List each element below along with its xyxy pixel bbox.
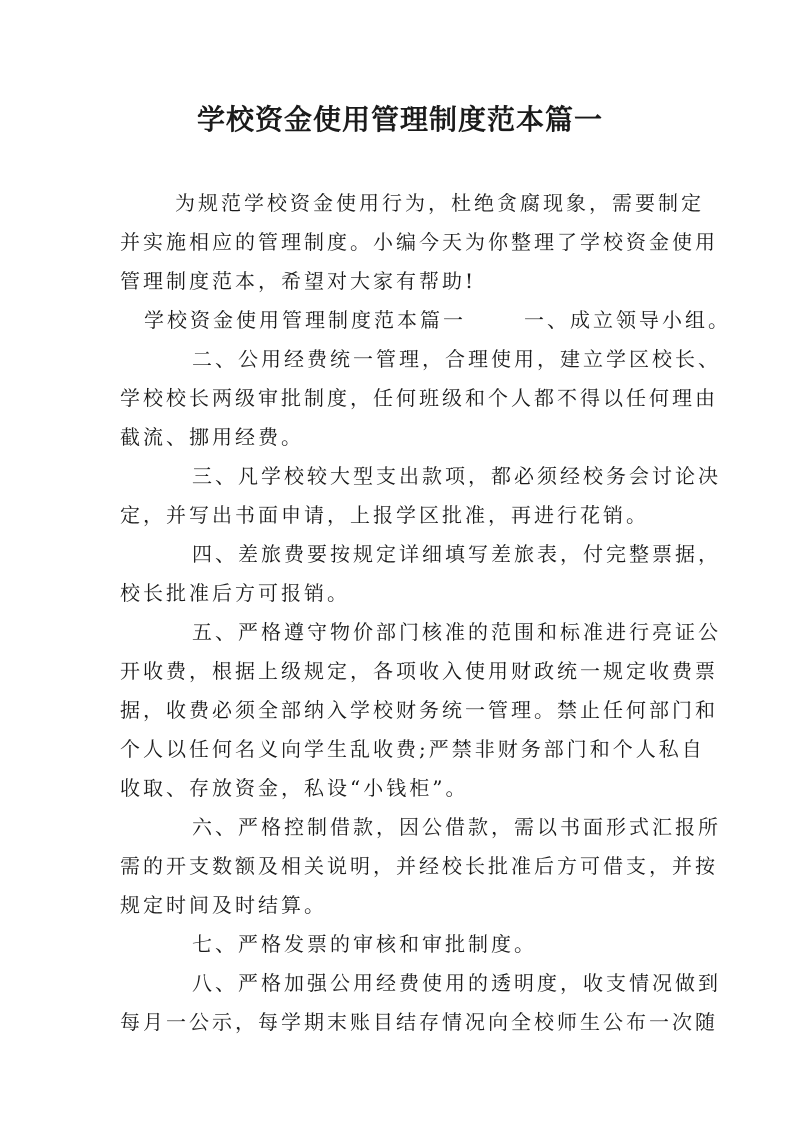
paragraph-line: 规定时间及时结算。	[120, 893, 327, 917]
paragraph-line: 四、差旅费要按规定详细填写差旅表，付完整票据，	[192, 542, 721, 566]
paragraph-line: 五、严格遵守物价部门核准的范围和标准进行亮证公	[192, 620, 721, 644]
document-body	[120, 184, 731, 1042]
paragraph-line: 定，并写出书面申请，上报学区批准，再进行花销。	[120, 503, 649, 527]
paragraph-line: 截流、挪用经费。	[120, 425, 304, 449]
paragraph-line: 并实施相应的管理制度。小编今天为你整理了学校资金使用	[120, 230, 718, 254]
paragraph-line: 个人以任何名义向学生乱收费;严禁非财务部门和个人私自	[120, 737, 705, 761]
paragraph-line: 二、公用经费统一管理，合理使用，建立学区校长、	[192, 347, 721, 371]
paragraph-line-heading-row	[120, 301, 731, 340]
paragraph-line: 管理制度范本，希望对大家有帮助!	[120, 269, 477, 293]
paragraph-line: 八、严格加强公用经费使用的透明度，收支情况做到	[192, 971, 721, 995]
paragraph-line: 据，收费必须全部纳入学校财务统一管理。禁止任何部门和	[120, 698, 718, 722]
paragraph-line: 七、严格发票的审核和审批制度。	[192, 932, 537, 956]
paragraph-line: 为规范学校资金使用行为，杜绝贪腐现象，需要制定	[175, 191, 704, 215]
paragraph-line: 开收费，根据上级规定，各项收入使用财政统一规定收费票	[120, 659, 718, 683]
paragraph-line: 收取、存放资金，私设“小钱柜”。	[120, 776, 469, 800]
list-item-first: 一、成立领导小组。	[524, 308, 731, 332]
paragraph-line: 每月一公示，每学期末账目结存情况向全校师生公布一次随	[120, 1010, 718, 1034]
section-heading: 学校资金使用管理制度范本篇一	[144, 308, 466, 332]
paragraph-line: 三、凡学校较大型支出款项，都必须经校务会讨论决	[192, 464, 721, 488]
document-title: 学校资金使用管理制度范本篇一	[196, 103, 603, 136]
paragraph-line: 学校校长两级审批制度，任何班级和个人都不得以任何理由	[120, 386, 718, 410]
paragraph-line: 校长批准后方可报销。	[120, 581, 350, 605]
paragraph-line: 六、严格控制借款，因公借款，需以书面形式汇报所	[192, 815, 721, 839]
paragraph-line: 需的开支数额及相关说明，并经校长批准后方可借支，并按	[120, 854, 718, 878]
